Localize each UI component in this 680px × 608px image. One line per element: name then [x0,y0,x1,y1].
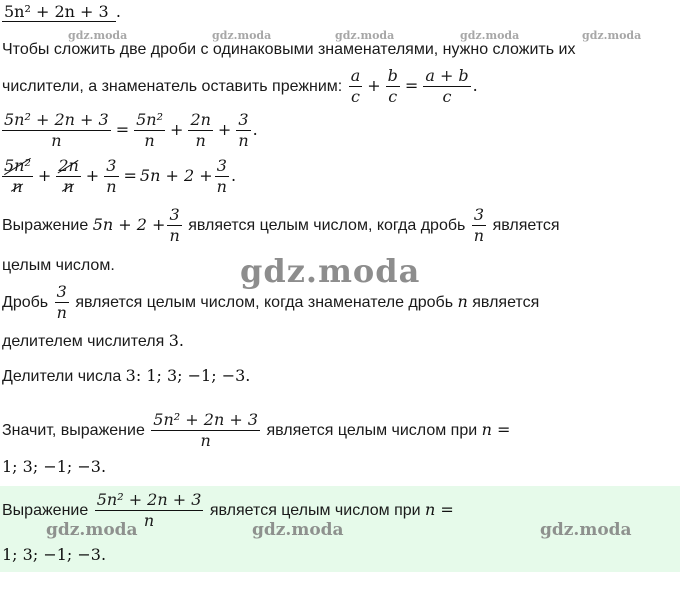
step2-rhs-frac: $\frac{3}{n}$ [216,156,227,197]
para2-frac: $\frac{3}{n}$ [56,282,67,323]
para1-frac-2: $\frac{3}{n}$ [473,205,485,246]
watermark-2: gdz.moda [212,29,272,42]
rule-text-2: числители, а знаменатель оставить прежним: [2,78,343,95]
para1-frac-1: $\frac{3}{n}$ [169,205,180,246]
step1-lhs-frac: $\frac{\text{5n² + 2n + 3}}{n}$ [4,110,109,151]
top-period: . [115,2,121,21]
para-3-line-2: 1; 3; −1; −3. [2,457,107,476]
watermark-answer-2: gdz.moda [252,520,344,540]
step1-term-1: $\frac{\text{5n²}}{n}$ [136,110,164,151]
watermark-1: gdz.moda [68,29,128,42]
step-2-equation: $\frac{\text{5n²}}{n}$ + $\frac{2n}{n}$ + $\frac{3}{n}$ = 5n + 2 + $\frac{3}{n}$ . [4,156,237,197]
step-1-equation: $\frac{\text{5n² + 2n + 3}}{n}$ = $\frac{\text{5n²}}{n}$ + $\frac{2n}{n}$ + $\frac{3}{n}$ . [4,110,258,151]
step1-term-3: $\frac{3}{n}$ [238,110,249,151]
step2-term-1: $\frac{\text{5n²}}{n}$ [4,156,31,197]
rule-frac-b: $\frac{b}{c}$ [387,66,398,107]
top-numerator: 5n² + 2n + 3 [4,2,109,21]
step2-rhs: 5n + 2 + [139,166,213,185]
watermark-answer-3: gdz.moda [540,520,632,540]
divisors-line: Делители числа 3: 1; 3; −1; −3. [2,366,251,385]
para-2-line-2: делителем числителя 3. [2,331,184,350]
para3-frac: $\frac{\text{5n² + 2n + 3}}{n}$ [153,410,259,451]
para-1-line-2: целым числом. [2,257,115,274]
rule-text-line-2: числители, а знаменатель оставить прежним: $\frac{a}{c}$ + $\frac{b}{c}$ = $\frac{a + b}{c}$ . [2,66,478,107]
top-fraction-remnant [2,2,121,23]
rule-text-line-1: Чтобы сложить две дроби с одинаковыми знаменателями, нужно сложить их [2,41,576,58]
watermark-4: gdz.moda [460,29,520,42]
step2-term-2: $\frac{2n}{n}$ [58,156,79,197]
step2-term-3: $\frac{3}{n}$ [106,156,117,197]
step1-term-2: $\frac{2n}{n}$ [190,110,211,151]
watermark-5: gdz.moda [582,29,642,42]
answer-line-2: 1; 3; −1; −3. [2,545,107,564]
para-3-line-1: Значит, выражение $\frac{\text{5n² + 2n + 3}}{n}$ является целым числом при n = [2,410,511,451]
answer-frac: $\frac{\text{5n² + 2n + 3}}{n}$ [96,490,202,531]
watermark-answer-1: gdz.moda [46,520,138,540]
para-1-line-1: Выражение 5n + 2 + $\frac{3}{n}$ является целым числом, когда дробь $\frac{3}{n}$ является [2,205,560,246]
watermark-big: gdz.moda [240,252,421,290]
watermark-3: gdz.moda [335,29,395,42]
rule-frac-a: $\frac{a}{c}$ [350,66,361,107]
answer-line-1: Выражение $\frac{\text{5n² + 2n + 3}}{n}$ является целым числом при n = [2,490,454,531]
rule-frac-sum: $\frac{a + b}{c}$ [425,66,469,107]
para-2-line-1: Дробь $\frac{3}{n}$ является целым числом, когда знаменателе дробь n является [2,282,540,323]
